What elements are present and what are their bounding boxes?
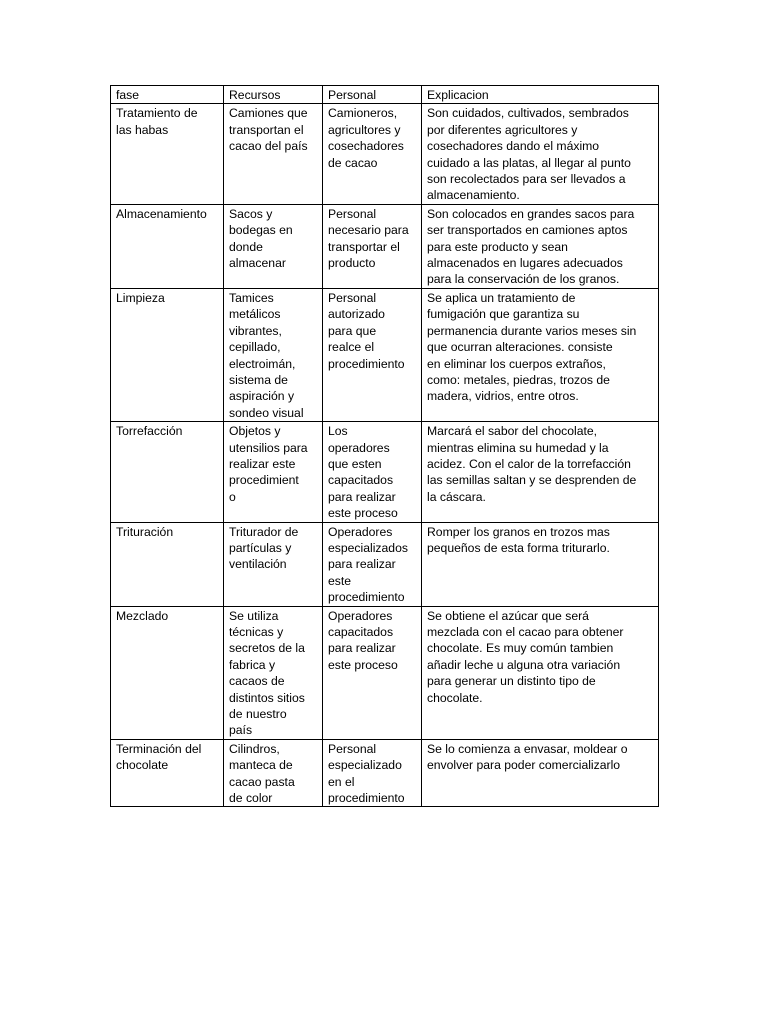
cell-explicacion: Romper los granos en trozos mas pequeños de esta forma triturarlo. — [422, 522, 659, 606]
cell-recursos: Sacos y bodegas en donde almacenar — [224, 204, 323, 288]
cell-fase: Terminación del chocolate — [111, 739, 224, 807]
cell-recursos: Triturador de partículas y ventilación — [224, 522, 323, 606]
cell-personal: Los operadores que esten capacitados para realizar este proceso — [323, 422, 422, 522]
table-row — [111, 522, 659, 606]
cell-explicacion: Se aplica un tratamiento de fumigación que garantiza su permanencia durante varios meses sin que ocurran alteraciones. consiste en eliminar los cuerpos extraños, como: metales, piedras, trozos de madera, vidrios, entre otros. — [422, 288, 659, 421]
process-table — [110, 85, 659, 807]
cell-fase: Almacenamiento — [111, 204, 224, 288]
header-recursos: Recursos — [224, 86, 323, 104]
cell-explicacion: Son colocados en grandes sacos para ser transportados en camiones aptos para este producto y sean almacenados en lugares adecuados para la conservación de los granos. — [422, 204, 659, 288]
cell-personal: Personal especializado en el procedimiento — [323, 739, 422, 807]
table-row — [111, 288, 659, 421]
table-row — [111, 422, 659, 522]
cell-recursos: Cilindros, manteca de cacao pasta de color — [224, 739, 323, 807]
cell-recursos: Camiones que transportan el cacao del país — [224, 104, 323, 204]
cell-personal: Operadores especializados para realizar este procedimiento — [323, 522, 422, 606]
table-row — [111, 606, 659, 739]
cell-explicacion: Son cuidados, cultivados, sembrados por diferentes agricultores y cosechadores dando el máximo cuidado a las platas, al llegar al punto son recolectados para ser llevados a almacenamiento. — [422, 104, 659, 204]
cell-explicacion: Se obtiene el azúcar que será mezclada con el cacao para obtener chocolate. Es muy común tambien añadir leche u alguna otra variación para generar un distinto tipo de chocolate. — [422, 606, 659, 739]
cell-explicacion: Se lo comienza a envasar, moldear o envolver para poder comercializarlo — [422, 739, 659, 807]
table-row — [111, 739, 659, 807]
cell-personal: Personal necesario para transportar el producto — [323, 204, 422, 288]
table-row — [111, 104, 659, 204]
cell-recursos: Se utiliza técnicas y secretos de la fabrica y cacaos de distintos sitios de nuestro país — [224, 606, 323, 739]
cell-personal: Camioneros, agricultores y cosechadores de cacao — [323, 104, 422, 204]
cell-recursos: Objetos y utensilios para realizar este procedimient o — [224, 422, 323, 522]
cell-fase: Trituración — [111, 522, 224, 606]
cell-fase: Limpieza — [111, 288, 224, 421]
header-personal: Personal — [323, 86, 422, 104]
cell-explicacion: Marcará el sabor del chocolate, mientras elimina su humedad y la acidez. Con el calor de la torrefacción las semillas saltan y se desprenden de la cáscara. — [422, 422, 659, 522]
cell-fase: Torrefacción — [111, 422, 224, 522]
cell-personal: Personal autorizado para que realce el procedimiento — [323, 288, 422, 421]
table-row — [111, 204, 659, 288]
cell-fase: Tratamiento de las habas — [111, 104, 224, 204]
cell-personal: Operadores capacitados para realizar este proceso — [323, 606, 422, 739]
header-fase: fase — [111, 86, 224, 104]
cell-fase: Mezclado — [111, 606, 224, 739]
table-header-row — [111, 86, 659, 104]
cell-recursos: Tamices metálicos vibrantes, cepillado, electroimán, sistema de aspiración y sondeo visual — [224, 288, 323, 421]
header-explicacion: Explicacion — [422, 86, 659, 104]
